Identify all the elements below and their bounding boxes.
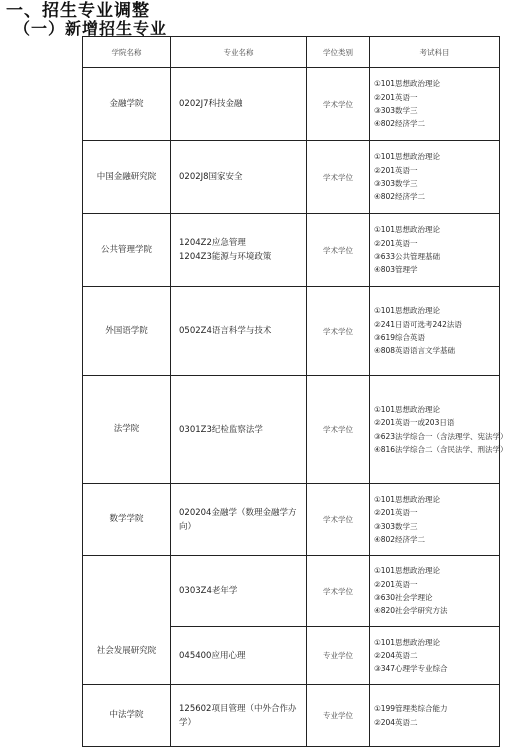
exam-item: ③303数学三	[374, 521, 418, 531]
exam-item: ④816法学综合二（含民法学、刑法学）	[374, 444, 508, 454]
exams-cell	[370, 376, 508, 484]
majors-table	[82, 36, 508, 747]
degree-cell: 学术学位	[307, 376, 370, 484]
header-college: 学院名称	[83, 37, 171, 68]
major-cell	[171, 556, 307, 627]
exam-item: ④802经济学二	[374, 119, 426, 129]
exam-item: ②241日语可选考242法语	[374, 319, 462, 329]
exams-cell	[370, 141, 500, 214]
exams-cell	[370, 287, 500, 376]
exam-item: ③303数学三	[374, 106, 418, 115]
degree-cell: 学术学位	[307, 214, 370, 287]
college-cell: 金融学院	[83, 68, 171, 141]
major-cell	[171, 376, 307, 484]
major-name: 0202J8国家安全	[179, 172, 243, 182]
exam-item: ②201英语一或203日语	[374, 418, 455, 428]
college-cell: 中法学院	[83, 685, 171, 747]
table-header-row	[83, 37, 500, 68]
exam-item: ②201英语一	[374, 508, 418, 518]
degree-cell: 学术学位	[307, 68, 370, 141]
exams-cell	[370, 214, 500, 287]
table-row	[83, 556, 500, 627]
exam-item: ①101思想政治理论	[374, 306, 441, 316]
college-cell: 中国金融研究院	[83, 141, 171, 214]
exams-cell	[370, 556, 500, 627]
table-row	[83, 68, 500, 141]
exam-item: ④802经济学二	[374, 534, 426, 544]
exams-cell	[370, 627, 500, 685]
table-row	[83, 484, 500, 556]
major-name: 045400应用心理	[179, 650, 246, 661]
table-row	[83, 141, 500, 214]
major-cell	[171, 287, 307, 376]
exam-item: ③347心理学专业综合	[374, 664, 448, 674]
exam-item: ②201英语一	[374, 238, 418, 248]
section-heading: 一、招生专业调整	[6, 1, 150, 21]
exams-cell	[370, 484, 500, 556]
major-cell	[171, 68, 307, 141]
major-name: 0301Z3纪检监察法学	[179, 424, 263, 435]
exam-item: ④802经济学二	[374, 192, 426, 202]
exam-item: ①101思想政治理论	[374, 404, 441, 414]
table-row	[83, 214, 500, 287]
major-cell	[171, 627, 307, 685]
major-name: 1204Z3能源与环境政策	[179, 252, 272, 262]
major-name: 020204金融学（数理金融学方向）	[179, 507, 297, 532]
header-major: 专业名称	[171, 37, 307, 68]
exam-item: ①101思想政治理论	[374, 566, 441, 576]
degree-cell: 学术学位	[307, 484, 370, 556]
degree-cell: 专业学位	[307, 627, 370, 685]
table-row	[83, 376, 500, 484]
college-cell: 社会发展研究院	[83, 556, 171, 685]
college-cell: 法学院	[83, 376, 171, 484]
degree-cell: 学术学位	[307, 141, 370, 214]
major-cell	[171, 484, 307, 556]
subsection-heading: （一）新增招生专业	[14, 19, 168, 38]
exam-item: ④803管理学	[374, 265, 418, 275]
major-cell	[171, 141, 307, 214]
exam-item: ③303数学三	[374, 179, 418, 188]
college-cell: 外国语学院	[83, 287, 171, 376]
exam-item: ④820社会学研究方法	[374, 606, 448, 616]
major-name: 1204Z2应急管理	[179, 238, 246, 248]
exam-item: ①101思想政治理论	[374, 637, 441, 647]
exam-item: ①101思想政治理论	[374, 79, 441, 89]
exam-item: ①101思想政治理论	[374, 494, 441, 504]
major-name: 0502Z4语言科学与技术	[179, 326, 272, 336]
exam-item: ③623法学综合一（含法理学、宪法学）	[374, 431, 508, 441]
header-degree: 学位类别	[307, 37, 370, 68]
college-cell: 数学学院	[83, 484, 171, 556]
degree-cell: 学术学位	[307, 287, 370, 376]
exam-item: ②204英语二	[374, 717, 418, 727]
major-cell	[171, 685, 307, 747]
exam-item: ②204英语二	[374, 650, 418, 660]
table-row	[83, 287, 500, 376]
exams-cell	[370, 685, 500, 747]
exams-cell	[370, 68, 500, 141]
degree-cell: 专业学位	[307, 685, 370, 747]
college-cell: 公共管理学院	[83, 214, 171, 287]
exam-item: ③630社会学理论	[374, 593, 433, 602]
exam-item: ②201英语一	[374, 579, 418, 589]
exam-item: ①101思想政治理论	[374, 152, 441, 162]
table-row	[83, 685, 500, 747]
header-exams: 考试科目	[370, 37, 500, 68]
major-name: 0202J7科技金融	[179, 99, 243, 109]
exam-item: ②201英语一	[374, 92, 418, 102]
exam-item: ②201英语一	[374, 165, 418, 175]
exam-item: ①199管理类综合能力	[374, 704, 448, 714]
exam-item: ③619综合英语	[374, 333, 426, 342]
major-name: 125602项目管理（中外合作办学）	[179, 703, 297, 728]
major-name: 0303Z4老年学	[179, 586, 238, 596]
major-cell	[171, 214, 307, 287]
exam-item: ③633公共管理基础	[374, 252, 441, 261]
degree-cell: 学术学位	[307, 556, 370, 627]
exam-item: ①101思想政治理论	[374, 225, 441, 235]
exam-item: ④808英语语言文学基础	[374, 346, 456, 356]
